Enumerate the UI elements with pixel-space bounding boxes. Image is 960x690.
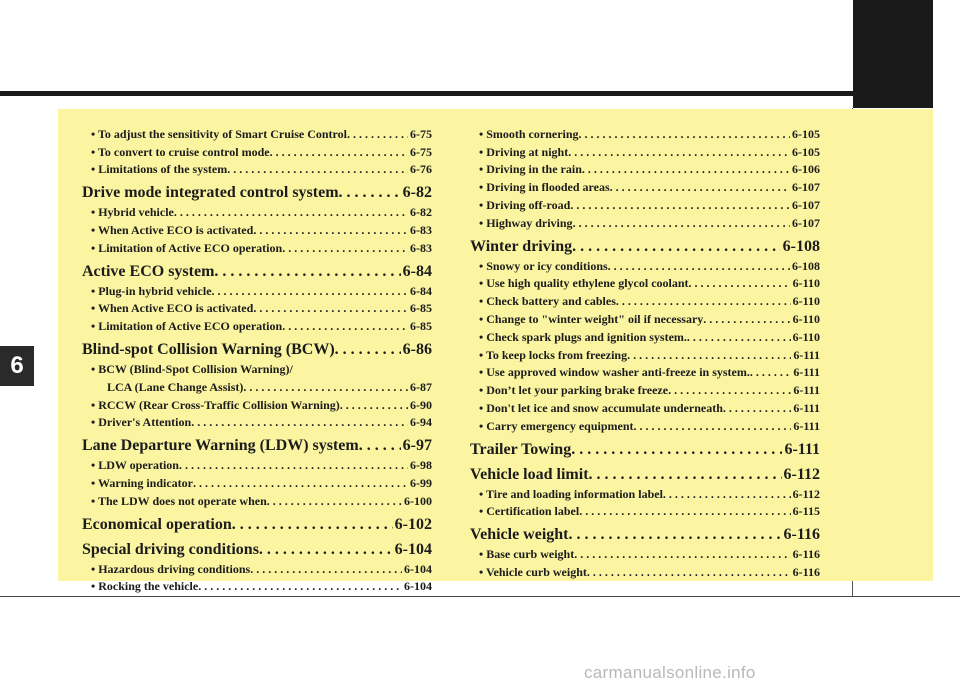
toc-subentry[interactable]	[82, 413, 432, 431]
toc-entry-title: • RCCW (Rear Cross-Traffic Collision Warning)	[91, 397, 340, 412]
toc-entry-page: 6-111	[784, 440, 820, 458]
toc-entry-title: • Driving off-road	[479, 197, 571, 212]
toc-entry-page: 6-108	[782, 237, 820, 255]
toc-subentry[interactable]	[82, 238, 432, 256]
toc-entry-title: Winter driving	[470, 237, 573, 255]
toc-subentry[interactable]	[470, 484, 820, 502]
toc-leader-dots	[250, 562, 402, 577]
toc-entry-page: 6-86	[402, 341, 432, 359]
toc-subentry[interactable]	[82, 299, 432, 317]
toc-leader-dots	[347, 127, 408, 142]
toc-leader-dots	[568, 145, 790, 160]
toc-subentry[interactable]	[82, 160, 432, 178]
toc-entry-title: • Limitation of Active ECO operation	[91, 319, 283, 334]
toc-subentry[interactable]	[470, 345, 820, 363]
toc-leader-dots	[587, 565, 791, 580]
toc-leader-dots	[232, 516, 393, 534]
toc-entry-title: Economical operation	[82, 515, 232, 533]
toc-subentry[interactable]	[470, 363, 820, 381]
toc-subentry[interactable]	[82, 559, 432, 577]
toc-leader-dots	[616, 294, 791, 309]
toc-entry-page: 6-82	[402, 184, 432, 202]
toc-entry-page: 6-105	[792, 126, 820, 141]
toc-entry-title: Vehicle weight	[470, 526, 569, 544]
toc-leader-dots	[267, 494, 402, 509]
toc-entry-page: 6-106	[792, 162, 820, 177]
toc-subentry[interactable]	[82, 142, 432, 160]
toc-entry-page: 6-116	[792, 547, 820, 562]
toc-entry-title: Special driving conditions	[82, 540, 259, 558]
toc-entry-title: • To keep locks from freezing	[479, 347, 628, 362]
toc-entry-page: 6-75	[410, 144, 432, 159]
toc-entry-title: • Hazardous driving conditions	[91, 561, 251, 576]
toc-subentry[interactable]	[470, 380, 820, 398]
toc-entry-page: 6-108	[792, 258, 820, 273]
toc-entry-page: 6-94	[410, 415, 432, 430]
toc-entry-page: 6-107	[792, 197, 820, 212]
toc-entry-page: 6-104	[394, 540, 432, 558]
toc-leader-dots	[243, 380, 408, 395]
toc-entry-title: • Don't let ice and snow accumulate underneath	[479, 400, 723, 415]
toc-leader-dots	[574, 547, 790, 562]
toc-entry-page: 6-115	[792, 504, 820, 519]
toc-subentry[interactable]	[82, 395, 432, 413]
toc-entry-title: • Warning indicator	[91, 475, 193, 490]
toc-section-entry[interactable]	[470, 231, 820, 256]
toc-entry-title: • Highway driving	[479, 215, 573, 230]
toc-entry-title: • Vehicle curb weight	[479, 564, 587, 579]
top-rule	[0, 91, 853, 96]
toc-entry-title: • Hybrid vehicle	[91, 205, 174, 220]
toc-entry-page: 6-111	[793, 418, 820, 433]
toc-entry-page: 6-100	[404, 493, 432, 508]
toc-entry-title: • To adjust the sensitivity of Smart Cruise Control	[91, 126, 347, 141]
toc-subentry[interactable]	[470, 502, 820, 520]
toc-subentry[interactable]	[470, 398, 820, 416]
toc-subentry[interactable]	[470, 195, 820, 213]
toc-leader-dots	[687, 330, 791, 345]
toc-entry-title: • To convert to cruise control mode	[91, 144, 270, 159]
toc-entry-title: • Tire and loading information label	[479, 486, 663, 501]
toc-entry-page: 6-82	[410, 205, 432, 220]
toc-entry-title: Active ECO system	[82, 262, 215, 280]
toc-section-entry[interactable]	[82, 177, 432, 202]
toc-entry-title: • Driving at night	[479, 144, 569, 159]
toc-subentry[interactable]	[82, 124, 432, 142]
toc-entry-page: 6-84	[410, 283, 432, 298]
toc-entry-title: • Driving in flooded areas	[479, 180, 610, 195]
toc-subentry[interactable]	[470, 256, 820, 274]
toc-entry-title: • The LDW does not operate when	[91, 493, 267, 508]
toc-leader-dots	[174, 205, 408, 220]
toc-entry-title: • When Active ECO is activated	[91, 222, 254, 237]
toc-section-entry[interactable]	[82, 430, 432, 455]
toc-subentry[interactable]	[470, 142, 820, 160]
toc-subentry[interactable]	[470, 544, 820, 562]
toc-entry-page: 6-84	[402, 262, 432, 280]
toc-entry-page: 6-83	[410, 240, 432, 255]
toc-leader-dots	[668, 383, 791, 398]
bottom-rule	[0, 596, 960, 597]
toc-entry-page: 6-112	[792, 486, 820, 501]
toc-leader-dots	[627, 348, 791, 363]
toc-entry-title: LCA (Lane Change Assist)	[107, 379, 244, 394]
toc-entry-page: 6-85	[410, 301, 432, 316]
toc-entry-page: 6-111	[793, 347, 820, 362]
toc-entry-title: • Limitation of Active ECO operation	[91, 240, 283, 255]
toc-leader-dots	[689, 276, 791, 291]
toc-leader-dots	[359, 437, 401, 455]
toc-entry-page: 6-97	[402, 437, 432, 455]
toc-subentry[interactable]	[470, 291, 820, 309]
chapter-tab-block	[853, 0, 933, 108]
toc-section-entry[interactable]	[82, 509, 432, 534]
toc-leader-dots	[663, 487, 791, 502]
toc-subentry[interactable]	[82, 359, 432, 377]
toc-entry-title: • Use approved window washer anti-freeze in system.	[479, 365, 750, 380]
toc-entry-page: 6-75	[410, 126, 432, 141]
toc-leader-dots	[193, 476, 408, 491]
toc-entry-title: Vehicle load limit	[470, 465, 589, 483]
toc-left-column	[82, 124, 432, 594]
toc-entry-title: • Base curb weight	[479, 547, 575, 562]
toc-entry-page: 6-104	[404, 579, 432, 594]
toc-subentry[interactable]	[82, 220, 432, 238]
toc-subentry[interactable]	[470, 562, 820, 580]
toc-entry-page: 6-87	[410, 379, 432, 394]
toc-leader-dots	[339, 184, 401, 202]
toc-subentry[interactable]	[470, 177, 820, 195]
toc-section-entry[interactable]	[470, 434, 820, 459]
toc-entry-page: 6-104	[404, 561, 432, 576]
toc-entry-page: 6-110	[792, 329, 820, 344]
toc-leader-dots	[214, 263, 400, 281]
toc-leader-dots	[573, 216, 790, 231]
toc-leader-dots	[572, 238, 781, 256]
toc-leader-dots	[579, 504, 790, 519]
toc-entry-title: • Check battery and cables	[479, 294, 616, 309]
toc-right-column	[470, 124, 820, 580]
toc-leader-dots	[569, 526, 782, 544]
toc-leader-dots	[191, 415, 408, 430]
toc-subentry[interactable]	[82, 202, 432, 220]
toc-leader-dots	[282, 241, 408, 256]
toc-entry-title: • Rocking the vehicle	[91, 579, 199, 594]
toc-leader-dots	[253, 223, 408, 238]
toc-subentry[interactable]	[82, 473, 432, 491]
toc-leader-dots	[259, 541, 393, 559]
toc-entry-title: • Limitations of the system	[91, 162, 228, 177]
toc-leader-dots	[582, 162, 790, 177]
toc-entry-page: 6-99	[410, 475, 432, 490]
toc-entry-title: • Smooth cornering	[479, 126, 579, 141]
toc-entry-title: • Use high quality ethylene glycol coolant	[479, 276, 689, 291]
toc-subentry[interactable]	[82, 455, 432, 473]
toc-entry-title: Trailer Towing	[470, 440, 572, 458]
toc-entry-title: Drive mode integrated control system	[82, 184, 339, 202]
toc-entry-page: 6-102	[394, 515, 432, 533]
toc-leader-dots	[589, 466, 782, 484]
toc-leader-dots	[750, 365, 791, 380]
toc-subentry[interactable]	[82, 491, 432, 509]
toc-entry-title: Lane Departure Warning (LDW) system	[82, 437, 359, 455]
toc-leader-dots	[608, 259, 790, 274]
toc-entry-title: • Change to "winter weight" oil if necessary	[479, 311, 704, 326]
toc-entry-page: 6-107	[792, 180, 820, 195]
toc-entry-page: 6-110	[792, 276, 820, 291]
toc-entry-page: 6-76	[410, 162, 432, 177]
toc-entry-page: 6-112	[783, 465, 820, 483]
toc-leader-dots	[270, 145, 408, 160]
toc-leader-dots	[253, 301, 408, 316]
toc-entry-page: 6-105	[792, 144, 820, 159]
toc-leader-dots	[634, 419, 792, 434]
toc-entry-title: • When Active ECO is activated	[91, 301, 254, 316]
toc-leader-dots	[610, 180, 790, 195]
toc-leader-dots	[335, 341, 401, 359]
toc-entry-page: 6-90	[410, 397, 432, 412]
toc-subentry[interactable]	[470, 213, 820, 231]
toc-entry-title: • Certification label	[479, 504, 580, 519]
toc-section-entry[interactable]	[82, 534, 432, 559]
toc-subentry[interactable]	[470, 160, 820, 178]
toc-section-entry[interactable]	[82, 256, 432, 281]
toc-entry-title: • Check spark plugs and ignition system.	[479, 329, 687, 344]
toc-entry-title: • Plug-in hybrid vehicle	[91, 283, 212, 298]
toc-entry-title: • Carry emergency equipment	[479, 418, 634, 433]
toc-subentry[interactable]	[470, 124, 820, 142]
toc-subentry[interactable]	[470, 327, 820, 345]
toc-leader-dots	[703, 312, 790, 327]
toc-entry-page: 6-107	[792, 215, 820, 230]
chapter-number-badge: 6	[0, 346, 34, 386]
toc-entry-page: 6-116	[792, 564, 820, 579]
toc-subentry[interactable]	[470, 416, 820, 434]
toc-section-entry[interactable]	[82, 334, 432, 359]
toc-subentry[interactable]	[82, 377, 432, 395]
toc-leader-dots	[570, 198, 790, 213]
toc-leader-dots	[198, 579, 402, 594]
watermark-text: carmanualsonline.info	[584, 663, 756, 682]
toc-leader-dots	[179, 458, 408, 473]
toc-leader-dots	[571, 441, 782, 459]
toc-section-entry[interactable]	[470, 519, 820, 544]
toc-entry-page: 6-83	[410, 222, 432, 237]
toc-leader-dots	[212, 284, 408, 299]
toc-entry-page: 6-110	[792, 294, 820, 309]
toc-entry-page: 6-85	[410, 319, 432, 334]
toc-subentry[interactable]	[82, 316, 432, 334]
toc-leader-dots	[579, 127, 790, 142]
toc-leader-dots	[227, 162, 408, 177]
toc-entry-page: 6-116	[783, 526, 820, 544]
toc-subentry[interactable]	[82, 281, 432, 299]
toc-entry-page: 6-110	[792, 311, 820, 326]
toc-leader-dots	[340, 398, 408, 413]
toc-entry-title: • Snowy or icy conditions	[479, 258, 608, 273]
toc-section-entry[interactable]	[470, 459, 820, 484]
toc-entry-title: • Don’t let your parking brake freeze	[479, 383, 669, 398]
toc-entry-title: • BCW (Blind-Spot Collision Warning)/	[91, 361, 293, 376]
toc-entry-page: 6-111	[793, 383, 820, 398]
toc-entry-title: • Driving in the rain	[479, 162, 582, 177]
toc-leader-dots	[723, 401, 791, 416]
toc-subentry[interactable]	[470, 274, 820, 292]
toc-entry-page: 6-98	[410, 458, 432, 473]
toc-entry-page: 6-111	[793, 400, 820, 415]
toc-entry-title: Blind-spot Collision Warning (BCW)	[82, 341, 335, 359]
toc-entry-page: 6-111	[793, 365, 820, 380]
toc-subentry[interactable]	[470, 309, 820, 327]
toc-entry-title: • Driver's Attention	[91, 415, 192, 430]
toc-leader-dots	[282, 319, 408, 334]
toc-entry-title: • LDW operation	[91, 458, 179, 473]
toc-subentry[interactable]	[82, 577, 432, 595]
